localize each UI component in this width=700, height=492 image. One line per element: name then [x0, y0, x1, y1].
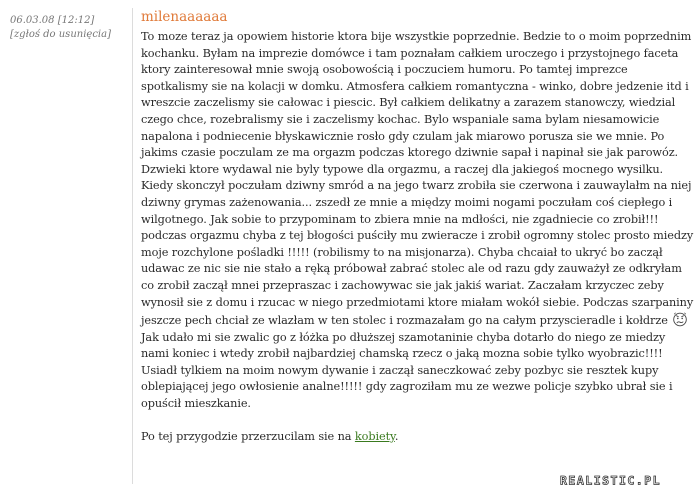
closing-paragraph	[141, 429, 694, 446]
post-text-part2: Jak udało mi sie zwalic go z łóżka po dłuższej szamotaninie chyba dotarło do niego ze miedzy nami koniec i wtedy zrobił najbardziej chamską rzecz o jaką mozna sobie tylko wyobrazic!!!! Usiadł tylkiem na moim nowym dywanie i zaczął saneczkować zeby pozbyc sie resztek kupy oblepiającej jego owłosienie analne!!!!! gdy zagroziłam mu ze wezwe policje szybko ubrał sie i opuścił mieszkanie.	[141, 330, 673, 411]
site-watermark	[560, 472, 690, 488]
post-paragraph	[141, 29, 694, 413]
author-name[interactable]: milenaaaaaa	[141, 9, 228, 25]
post-content	[132, 8, 694, 484]
kobiety-link[interactable]: kobiety	[354, 429, 395, 443]
disgusted-face-icon	[672, 311, 688, 327]
closing-text: Po tej przygodzie przerzucilam sie na	[141, 429, 355, 443]
report-link[interactable]: [zgłoś do usunięcia]	[10, 29, 111, 40]
post-meta	[10, 14, 128, 42]
post-body	[141, 29, 694, 445]
post-date: 06.03.08 [12:12]	[10, 15, 95, 26]
watermark-logo	[560, 472, 690, 488]
post-text-part1: To moze teraz ja opowiem historie ktora bije wszystkie poprzednie. Bedzie to o moim poprzednim kochanku. Byłam na imprezie domówce i tam poznałam całkiem uroczego i przystojnego faceta ktory zainteresował mnie swoją osobowością i poczuciem humoru. Po tamtej imprezce spotkalismy sie na kolacji w domku. Atmosfera całkiem romantyczna - winko, dobre jedzenie itd i wreszcie zaczelismy sie całowac i piescic. Był całkiem delikatny a zarazem stanowczy, wiedzial czego chce, rozebralismy sie i zaczelismy kochac. Bylo wspaniale sama bylam niesamowicie napalona i podniecenie błyskawicznie rosło gdy czulam jak miarowo porusza sie we mnie. Po jakims czasie poczulam ze ma orgazm podczas ktorego dziwnie sapał i napinał sie jak parowóz. Dzwieki ktore wydawal nie byly typowe dla orgazmu, a raczej dla jakiegoś mocnego wysilku. Kiedy skonczył poczułam dziwny smród a na jego twarz zrobiła sie czerwona i zauwaylałm na niej dziwny grymas zażenowania... zszedł ze mnie a między moimi nogami poczułam coś ciepłego i wilgotnego. Jak sobie to przypominam to zbiera mnie na mdłości, nie zgadniecie co zrobił!!! podczas orgazmu chyba z tej błogości puściły mu zwieracze i zrobił ogromny stolec prosto miedzy moje rozchylone pośladki !!!!! (robilismy to na misjonarza). Chyba chcaiał to ukryć bo zaczął udawac ze nic sie nie stało a ręką próbował zabrać stolec ale od razu gdy zauważył ze odkryłam co zrobił zaczął mnei przepraszac i zachowywac sie jak jakiś wariat. Zaczałam krzyczec zeby wynosił sie z domu i rzucac w niego przedmiotami ktore miałam wokół siebie. Podczas szarpaniny jeszcze pech chciał ze wlazłam w ten stolec i rozmazałam go na całym przyscieradle i kołdrze	[141, 30, 694, 328]
watermark-text: REALISTIC.PL	[560, 473, 662, 488]
closing-period: .	[394, 429, 399, 443]
